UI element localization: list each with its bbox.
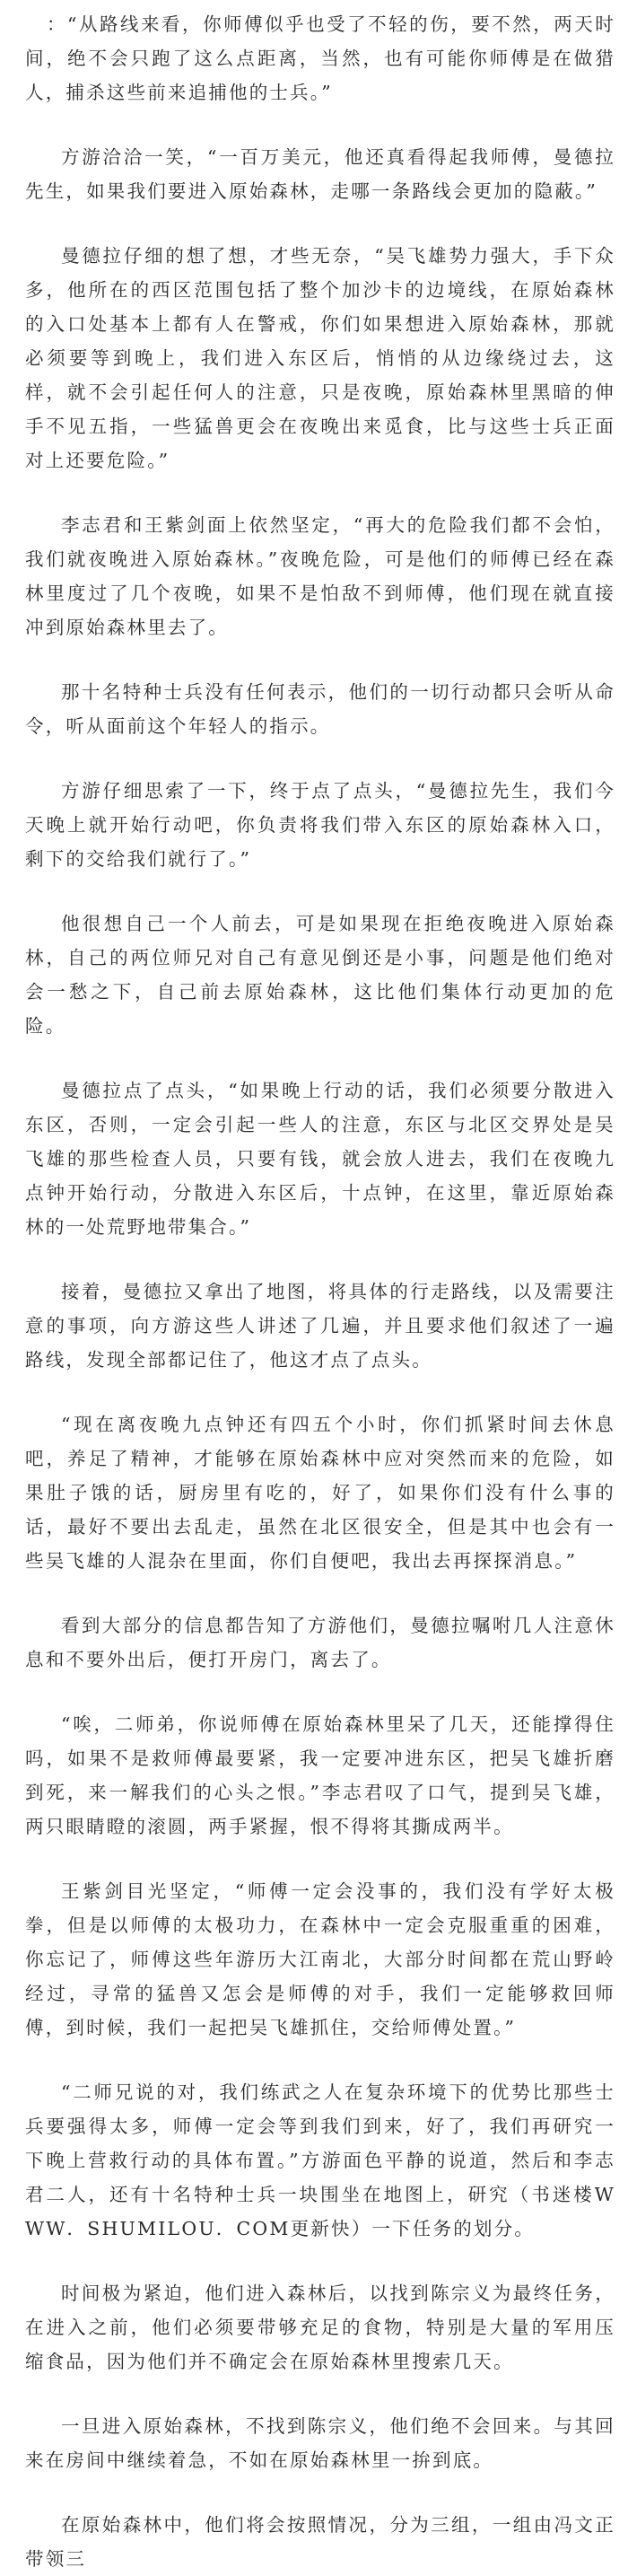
paragraph: 时间极为紧迫，他们进入森林后，以找到陈宗义为最终任务，在进入之前，他们必须要带够充足的食物，特别是大量的军用压缩食品，因为他们并不确定会在原始森林里搜索几天。	[25, 2282, 615, 2372]
paragraph: 王紫剑目光坚定，“师傅一定会没事的，我们没有学好太极拳，但是以师傅的太极功力，在森林中一定会克服重重的困难，你忘记了，师傅这些年游历大江南北，大部分时间都在荒山野岭经过，寻常的猛兽又怎会是师傅的对手，我们一定能够救回师傅，到时候，我们一起把吴飞雄抓住，交给师傅处置。”	[25, 1880, 615, 2038]
paragraph: 他很想自己一个人前去，可是如果现在拒绝夜晚进入原始森林，自己的两位师兄对自己有意见倒还是小事，问题是他们绝对会一愁之下，自己前去原始森林，这比他们集体行动更加的危险。	[25, 913, 615, 1037]
paragraph: 方游仔细思索了一下，终于点了点头，“曼德拉先生，我们今天晚上就开始行动吧，你负责将我们带入东区的原始森林入口，剩下的交给我们就行了。”	[25, 780, 615, 870]
paragraph: 曼德拉点了点头，“如果晚上行动的话，我们必须要分散进入东区，否则，一定会引起一些人的注意，东区与北区交界处是吴飞雄的那些检查人员，只要有钱，就会放人进去，我们在夜晚九点钟开始行动，分散进入东区后，十点钟，在这里，靠近原始森林的一处荒野地带集合。”	[25, 1080, 615, 1238]
paragraph: 那十名特种士兵没有任何表示，他们的一切行动都只会听从命令，听从面前这个年轻人的指示。	[25, 681, 615, 737]
paragraph: 方游洽洽一笑，“一百万美元，他还真看得起我师傅，曼德拉先生，如果我们要进入原始森林，走哪一条路线会更加的隐蔽。”	[25, 146, 615, 202]
paragraph: 接着，曼德拉又拿出了地图，将具体的行走路线，以及需要注意的事项，向方游这些人讲述了几遍，并且要求他们叙述了一遍路线，发现全部都记住了，他这才点了点头。	[25, 1281, 615, 1371]
paragraph: ：“从路线来看，你师傅似乎也受了不轻的伤，要不然，两天时间，绝不会只跑了这么点距离，当然，也有可能你师傅是在做猎人，捕杀这些前来追捕他的士兵。”	[25, 13, 615, 103]
paragraph: “唉，二师弟，你说师傅在原始森林里呆了几天，还能撑得住吗，如果不是救师傅最要紧，我一定要冲进东区，把吴飞雄折磨到死，来一解我们的心头之恨。”李志君叹了口气，提到吴飞雄，两只眼睛瞪的滚圆，两手紧握，恨不得将其撕成两半。	[25, 1713, 615, 1837]
paragraph: 曼德拉仔细的想了想，才些无奈，“吴飞雄势力强大，手下众多，他所在的西区范围包括了整个加沙卡的边境线，在原始森林的入口处基本上都有人在警戒，你们如果想进入原始森林，那就必须要等到晚上，我们进入东区后，悄悄的从边缘绕过去，这样，就不会引起任何人的注意，只是夜晚，原始森林里黑暗的伸手不见五指，一些猛兽更会在夜晚出来觅食，比与这些士兵正面对上还要危险。”	[25, 245, 615, 471]
paragraph: 看到大部分的信息都告知了方游他们，曼德拉嘱咐几人注意休息和不要外出后，便打开房门，离去了。	[25, 1615, 615, 1670]
paragraph: “二师兄说的对，我们练武之人在复杂环境下的优势比那些士兵要强得太多，师傅一定会等到我们到来，好了，我们再研究一下晚上营救行动的具体布置。”方游面色平静的说道，然后和李志君二人，还有十名特种士兵一块围坐在地图上，研究（书迷楼WWW．SHUMILOU．COM更新快）一下任务的划分。	[25, 2081, 615, 2239]
paragraph: 一旦进入原始森林，不找到陈宗义，他们绝不会回来。与其回来在房间中继续着急，不如在原始森林里一拚到底。	[25, 2415, 615, 2471]
paragraph: 在原始森林中，他们将会按照情况，分为三组，一组由冯文正带领三	[25, 2514, 615, 2570]
paragraph: “现在离夜晚九点钟还有四五个小时，你们抓紧时间去休息吧，养足了精神，才能够在原始森林中应对突然而来的危险，如果肚子饿的话，厨房里有吃的，好了，如果你们没有什么事的话，最好不要出去乱走，虽然在北区很安全，但是其中也会有一些吴飞雄的人混杂在里面，你们自便吧，我出去再探探消息。”	[25, 1414, 615, 1572]
paragraph: 李志君和王紫剑面上依然坚定，“再大的危险我们都不会怕，我们就夜晚进入原始森林。”夜晚危险，可是他们的师傅已经在森林里度过了几个夜晚，如果不是怕敌不到师傅，他们现在就直接冲到原始森林里去了。	[25, 514, 615, 638]
